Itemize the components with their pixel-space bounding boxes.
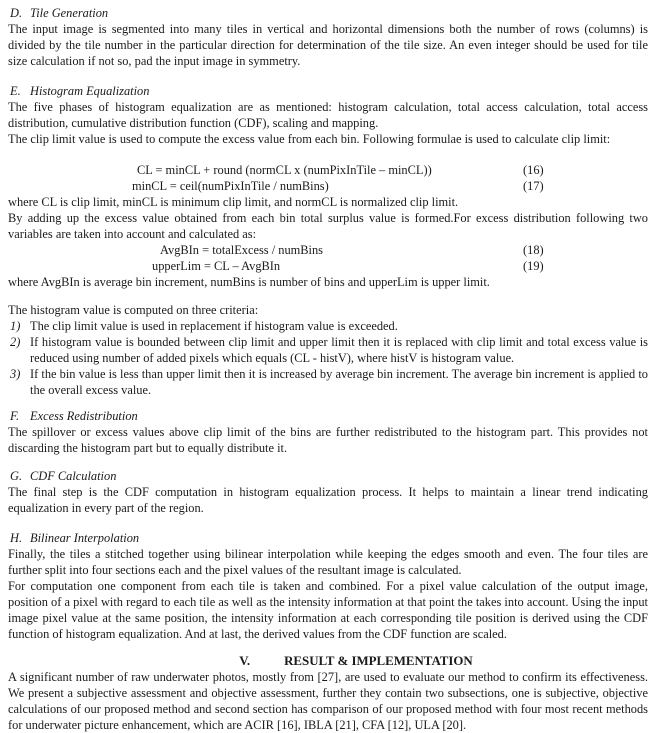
- section-e-label: E.: [10, 84, 21, 98]
- section-v-title: RESULT & IMPLEMENTATION: [284, 654, 473, 668]
- equation-16-body: CL = minCL + round (normCL x (numPixInTile – minCL)): [137, 163, 432, 177]
- criteria-intro: The histogram value is computed on three criteria:: [8, 303, 259, 317]
- section-h-label: H.: [10, 531, 23, 545]
- section-h-paragraph-2: For computation one component from each tile is taken and combined. For a pixel value calculation of the output image, position of a pixel with regard to each tile as well as the intensity information at that point the takes into account. Using the input image pixel value at the same position, the intensity information at each corresponding tile position is derived using the CDF function of histogram equalization. And at last, the derived values from the CDF function are scaled.: [8, 579, 648, 641]
- section-v-paragraph: A significant number of raw underwater photos, mostly from [27], are used to evaluate our method to confirm its effectiveness. We present a subjective assessment and objective assessment, further they contain two subsections, one is subjective, objective calculations of our proposed method and second section has comparison of our proposed method with four most recent methods for underwater picture enhancement, which are ACIR [16], IBLA [21], CFA [12], ULA [20].: [8, 670, 648, 732]
- criteria-item-3: [8, 366, 648, 398]
- section-g-heading: [8, 468, 648, 484]
- section-v-number: V.: [239, 654, 251, 668]
- section-d-paragraph: The input image is segmented into many tiles in vertical and horizontal dimensions both the number of rows (columns) is divided by the tile number in the particular direction for determination of the tile size. An even integer should be used for tile size calculation if not so, pad the input image in symmetry.: [8, 22, 648, 68]
- section-d-heading: [8, 5, 648, 21]
- criteria-item-2-marker: 2): [10, 335, 21, 349]
- section-h-paragraph-1: Finally, the tiles a stitched together using bilinear interpolation while keeping the edges smooth and even. The four tiles are further split into four sections each and the pixel values of the resultant image is calculated.: [8, 547, 648, 577]
- equation-17-body: minCL = ceil(numPixInTile / numBins): [132, 179, 329, 193]
- section-h-heading: [8, 530, 648, 546]
- section-d-label: D.: [10, 6, 23, 20]
- section-e-paragraph-4: By adding up the excess value obtained from each bin total surplus value is formed.For excess distribution following two variables are taken into account and calculated as:: [8, 211, 648, 241]
- section-f-paragraph: The spillover or excess values above clip limit of the bins are further redistributed to the histogram part. This provides not discarding the histogram part but to equally distribute it.: [8, 425, 648, 455]
- section-g-title: CDF Calculation: [30, 469, 117, 483]
- section-h-title: Bilinear Interpolation: [30, 531, 140, 545]
- equation-18-number: (18): [523, 243, 544, 257]
- section-g-label: G.: [10, 469, 23, 483]
- criteria-item-1-text: The clip limit value is used in replacement if histogram value is exceeded.: [30, 319, 398, 333]
- equation-18-row: [8, 242, 648, 258]
- criteria-item-1: [8, 318, 648, 334]
- criteria-item-3-text: If the bin value is less than upper limit then it is increased by average bin increment. The average bin increment is applied to the overall excess value.: [30, 367, 648, 397]
- section-f-title: Excess Redistribution: [30, 409, 138, 423]
- equation-19-number: (19): [523, 259, 544, 273]
- equation-16-row: [8, 162, 648, 178]
- equation-17-row: [8, 178, 648, 194]
- section-f-heading: [8, 408, 648, 424]
- section-e-title: Histogram Equalization: [30, 84, 150, 98]
- criteria-item-3-marker: 3): [10, 367, 21, 381]
- section-v-heading: [8, 653, 648, 669]
- criteria-item-2: [8, 334, 648, 366]
- equation-19-row: [8, 258, 648, 274]
- section-d-title: Tile Generation: [30, 6, 109, 20]
- section-e-paragraph-5: where AvgBIn is average bin increment, numBins is number of bins and upperLim is upper limit.: [8, 275, 490, 289]
- section-e-paragraph-3: where CL is clip limit, minCL is minimum clip limit, and normCL is normalized clip limit.: [8, 195, 459, 209]
- section-e-heading: [8, 83, 648, 99]
- criteria-item-2-text: If histogram value is bounded between clip limit and upper limit then it is replaced with clip limit and total excess value is reduced using number of added pixels which equals (CL - histV), where histV is histogram value.: [30, 335, 648, 365]
- criteria-item-1-marker: 1): [10, 319, 21, 333]
- section-e-paragraph-1: The five phases of histogram equalization are as mentioned: histogram calculation, total access calculation, total access distribution, cumulative distribution function (CDF), scaling and mapping.: [8, 100, 648, 130]
- section-g-paragraph: The final step is the CDF computation in histogram equalization process. It helps to maintain a linear trend indicating equalization in every part of the region.: [8, 485, 648, 515]
- equation-16-number: (16): [523, 163, 544, 177]
- section-e-paragraph-2: The clip limit value is used to compute the excess value from each bin. Following formulae is used to calculate clip limit:: [8, 132, 611, 146]
- equation-17-number: (17): [523, 179, 544, 193]
- equation-19-body: upperLim = CL – AvgBIn: [152, 259, 281, 273]
- equation-18-body: AvgBIn = totalExcess / numBins: [160, 243, 324, 257]
- section-f-label: F.: [10, 409, 20, 423]
